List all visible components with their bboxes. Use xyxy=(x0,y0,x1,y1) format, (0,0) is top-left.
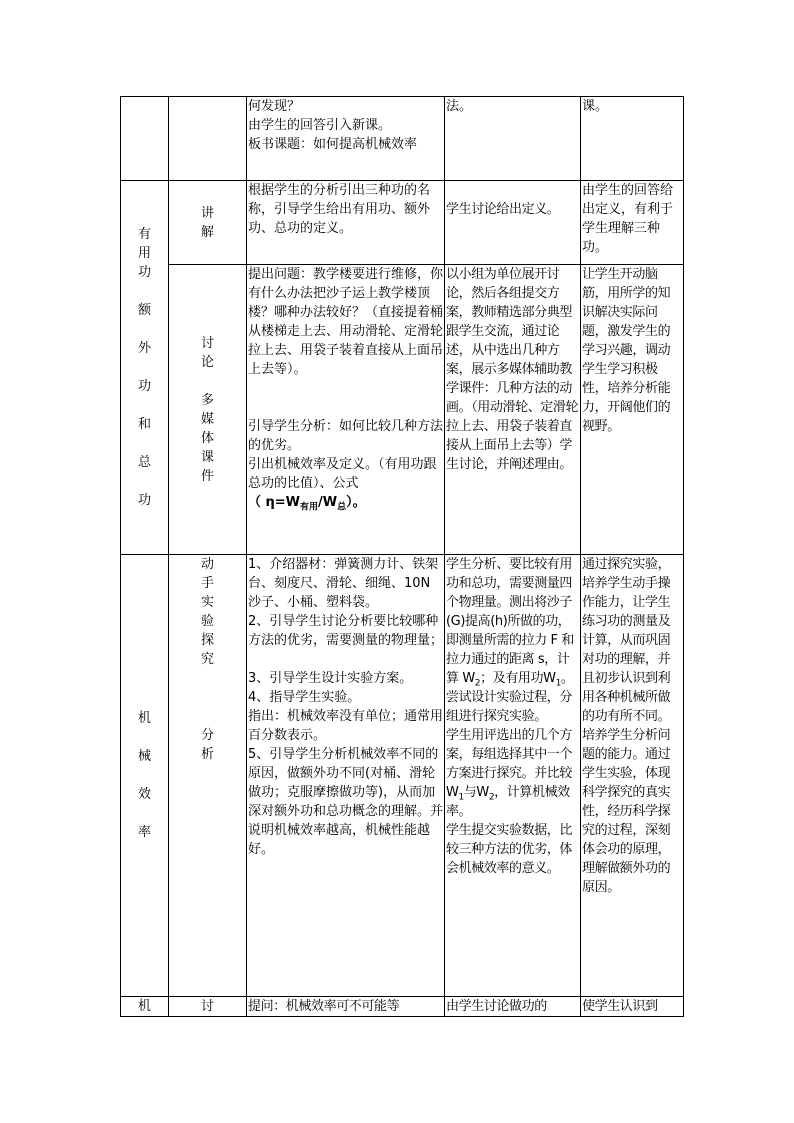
student-activity-text: 学生分析、要比较有用功和总功，需要测量四个物理量。测出将沙子(G)提高(h)所做的功，即测量所需的拉力 F 和拉力通过的距离 s，计算 $W_2$；及有用功$W_1$。 xyxy=(446,557,574,689)
design-intent-cell xyxy=(581,265,684,555)
table-row xyxy=(121,265,684,555)
method-lecture: 讲 解 xyxy=(200,205,214,240)
teacher-activity-text: 指出：机械效率没有单位；通常用百分数表示。 xyxy=(248,709,444,743)
teacher-activity-text: 根据学生的分析引出三种功的名称，引导学生给出有用功、额外功、总功的定义。 xyxy=(248,183,431,236)
table-row xyxy=(121,555,684,997)
method-discussion: 讨 论 多 媒 体 课 件 xyxy=(200,335,214,484)
design-intent-text: 由学生的回答给出定义，有利于学生理解三种功。 xyxy=(582,183,674,255)
topic-cell xyxy=(121,555,169,997)
teacher-activity-line: 何发现？ xyxy=(248,99,301,114)
method-text: 讨 xyxy=(200,999,214,1014)
teacher-activity-cell xyxy=(247,97,445,181)
teacher-activity-text: 3、引导学生设计实验方案。 xyxy=(248,671,413,686)
teacher-activity-text: 提问：机械效率可不可能等 xyxy=(248,999,400,1014)
teacher-activity-cell xyxy=(247,997,445,1017)
topic-mechanical-efficiency: 机 械 效 率 xyxy=(137,711,151,840)
teacher-activity-cell xyxy=(247,181,445,265)
teacher-activity-text: 提出问题：教学楼要进行维修，你有什么办法把沙子运上教学楼顶楼？哪种办法较好？（直接提着桶从楼梯走上去、用动滑轮、定滑轮拉上去、用袋子装着直接从上面吊上去等）。 xyxy=(248,267,444,377)
design-intent-text: 课。 xyxy=(582,99,609,114)
student-activity-cell xyxy=(445,555,581,997)
design-intent-text: 让学生开动脑筋，用所学的知识解决实际问题，激发学生的学习兴趣，调动学生学习积极性，培养分析能力，开阔他们的视野。 xyxy=(582,267,671,434)
design-intent-cell xyxy=(581,555,684,997)
student-activity-text: 学生讨论给出定义。 xyxy=(446,202,560,217)
method-cell xyxy=(169,181,247,265)
table-row xyxy=(121,97,684,181)
teacher-activity-text: 2、引导学生讨论分析要比较哪种方法的优劣，需要测量的物理量； xyxy=(248,614,444,648)
design-intent-text: 使学生认识到 xyxy=(582,999,658,1014)
student-activity-text: 由学生讨论做功的 xyxy=(446,999,547,1014)
teacher-activity-line: 由学生的回答引入新课。 xyxy=(248,118,392,133)
topic-text: 机 xyxy=(137,999,151,1014)
teacher-activity-cell xyxy=(247,555,445,997)
topic-cell xyxy=(121,997,169,1017)
teacher-activity-text: 4、指导学生实验。 xyxy=(248,690,361,705)
teacher-activity-cell xyxy=(247,265,445,555)
student-activity-text: 尝试设计实验过程，分组进行探究实验。 xyxy=(446,690,573,724)
table-row xyxy=(121,181,684,265)
method-experiment: 动 手 实 验 探 究 分 析 xyxy=(200,557,214,762)
design-intent-cell xyxy=(581,997,684,1017)
student-activity-text: 以小组为单位展开讨论，然后各组提交方案，教师精选部分典型跟学生交流，通过论述，从中选出几种方案，展示多媒体辅助教学课件：几种方法的动画。（用动滑轮、定滑轮拉上去、用袋子装着直接从上面吊上去等）学生讨论，并阐述理由。 xyxy=(446,267,579,472)
teacher-activity-text: 5、引导学生分析机械效率不同的原因，做额外功不同(对桶、滑轮做功；克服摩擦做功等)，从而加深对额外功和总功概念的理解。并说明机械效率越高，机械性能越好。 xyxy=(248,747,444,857)
student-activity-text: 学生提交实验数据，比较三种方法的优劣，体会机械效率的意义。 xyxy=(446,823,573,876)
method-cell xyxy=(169,97,247,181)
teacher-activity-text: 1、介绍器材：弹簧测力计、铁架台、刻度尺、滑轮、细绳、10N沙子、小桶、塑料袋。 xyxy=(248,557,439,610)
design-intent-cell xyxy=(581,97,684,181)
student-activity-cell xyxy=(445,997,581,1017)
lesson-plan-table xyxy=(120,96,684,1017)
efficiency-formula: （ $\eta=W_{有用}/W_总$）。 xyxy=(248,495,366,513)
student-activity-text: 学生用评选出的几个方案，每组选择其中一个方案进行探究。并比较 $W_1$与$W_2$，计算机械效率。 xyxy=(446,728,573,819)
topic-cell xyxy=(121,181,169,555)
student-activity-text: 法。 xyxy=(446,99,473,114)
method-cell xyxy=(169,265,247,555)
teacher-activity-text: 引出机械效率及定义。（有用功跟总功的比值）、公式 xyxy=(248,457,437,491)
method-cell xyxy=(169,555,247,997)
topic-useful-work: 有 用 功 额 外 功 和 总 功 xyxy=(137,227,151,508)
teacher-activity-line: 板书课题：如何提高机械效率 xyxy=(248,137,418,152)
teacher-activity-text: 引导学生分析：如何比较几种方法的优劣。 xyxy=(248,419,444,453)
design-intent-cell xyxy=(581,181,684,265)
table-row xyxy=(121,997,684,1017)
student-activity-cell xyxy=(445,97,581,181)
design-intent-text: 通过探究实验，培养学生动手操作能力，让学生练习功的测量及计算，从而巩固对功的理解，并且初步认识到利用各种机械所做的功有所不同。培养学生分析问题的能力。通过学生实验，体现科学探究的真实性，经历科学探究的过程，深刻体会功的原理，理解做额外功的原因。 xyxy=(582,557,671,895)
method-cell xyxy=(169,997,247,1017)
topic-cell xyxy=(121,97,169,181)
student-activity-cell xyxy=(445,181,581,265)
student-activity-cell xyxy=(445,265,581,555)
